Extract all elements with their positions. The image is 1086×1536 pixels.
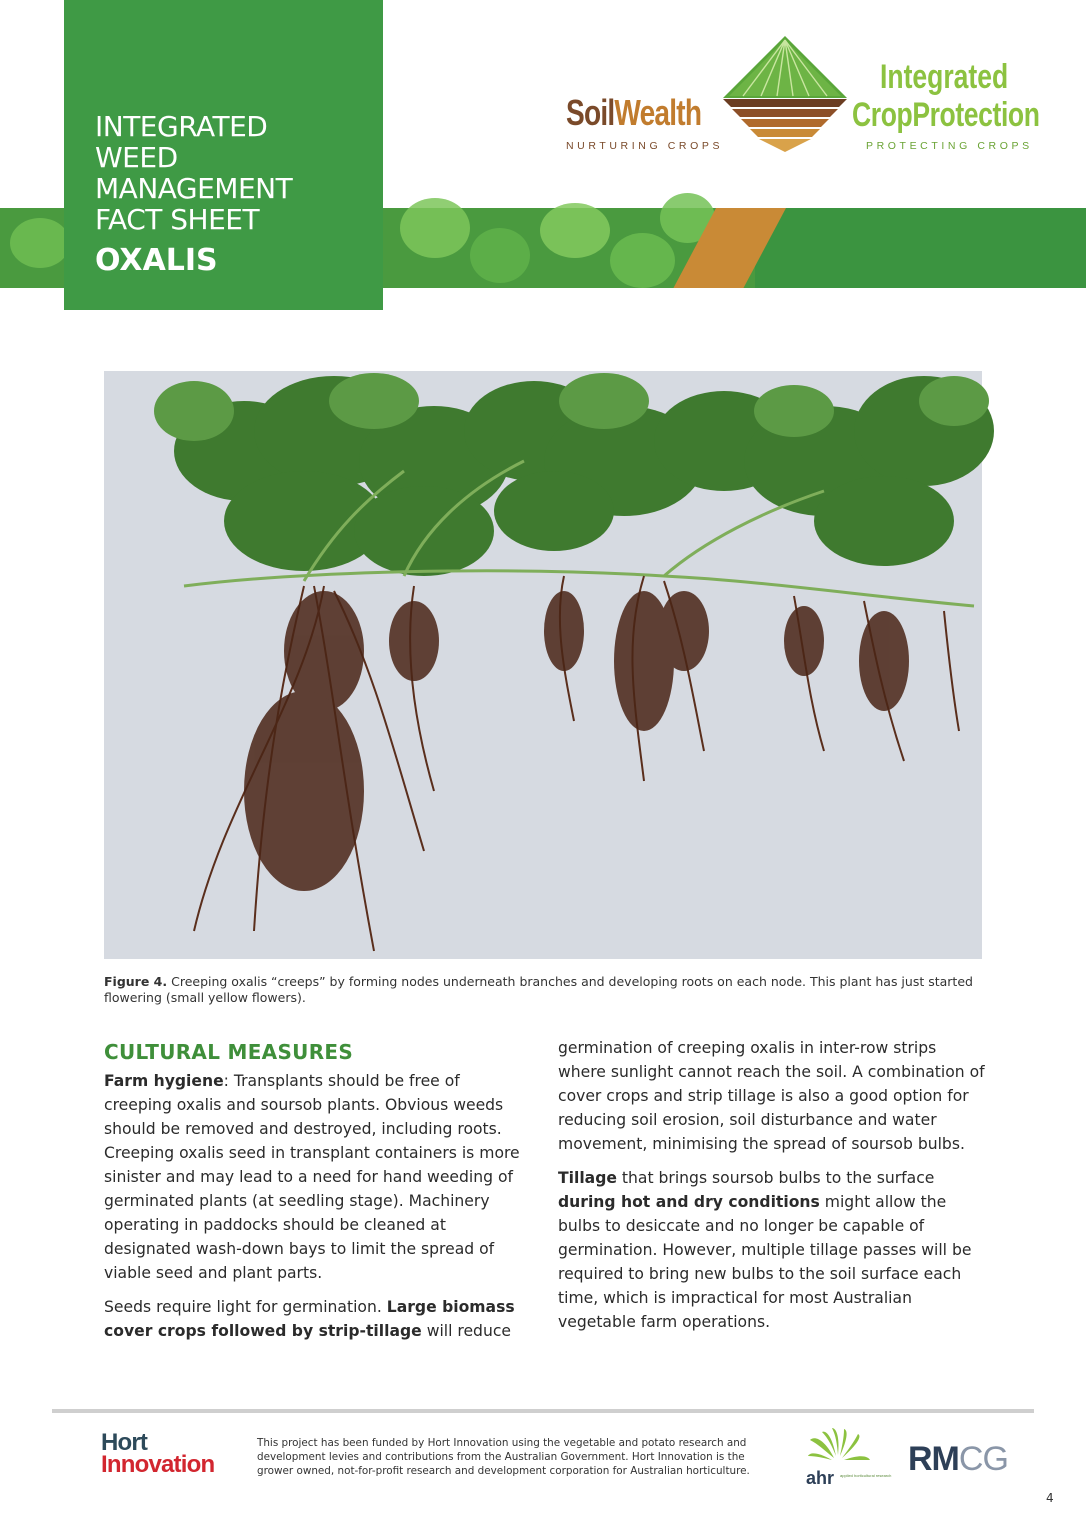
funding-statement: This project has been funded by Hort Innovation using the vegetable and potato research and development levies and contributions from the Australian Government. Hort Innovation is the grower owned, not-for-profit research and development corporation for Australian horticulture. <box>257 1437 750 1477</box>
icp-logo-line2 <box>852 96 1040 135</box>
oxalis-plant-illustration <box>104 371 982 959</box>
seeds-light-text-a: Seeds require light for germination. <box>104 1298 387 1316</box>
figure-label: Figure 4. <box>104 974 168 989</box>
page-number: 4 <box>1046 1491 1054 1505</box>
section-heading: CULTURAL MEASURES <box>104 1040 354 1064</box>
icp-tagline: PROTECTING CROPS <box>866 140 1033 152</box>
emblem-icon <box>723 36 847 152</box>
paragraph-tillage <box>558 1166 986 1334</box>
title-line-1: INTEGRATED <box>95 110 268 143</box>
tillage-lead: Tillage <box>558 1169 617 1187</box>
soil-wealth-logo <box>566 92 701 134</box>
rmcg-logo <box>908 1440 1008 1479</box>
rmcg-logo-cg: CG <box>958 1440 1008 1478</box>
title-line-3: MANAGEMENT <box>95 172 293 205</box>
title-line-2: WEED <box>95 141 178 174</box>
tillage-text-b: might allow the bulbs to desiccate and no longer be capable of germination. However, multiple tillage passes will be required to bring new bulbs to the soil surface each time, which is impractical for most Australian vegetable farm operations. <box>558 1193 972 1331</box>
page-subtitle: OXALIS <box>95 243 218 278</box>
footer-divider <box>52 1409 1034 1413</box>
title-line-4: FACT SHEET <box>95 203 260 236</box>
seeds-light-text-b: will reduce <box>421 1322 512 1340</box>
ahr-logo-icon <box>804 1428 892 1490</box>
farm-hygiene-lead: Farm hygiene <box>104 1072 224 1090</box>
title-box <box>64 0 383 310</box>
figure-caption-text: Creeping oxalis “creeps” by forming nodes underneath branches and developing roots on each node. This plant has just started flowering (small yellow flowers). <box>104 974 973 1005</box>
hort-innovation-logo <box>101 1429 215 1478</box>
body-column-left <box>104 1040 532 1353</box>
tillage-text-a: that brings soursob bulbs to the surface <box>616 1169 935 1187</box>
icp-logo-line1: Integrated <box>880 58 1009 96</box>
figure-caption <box>104 974 984 1006</box>
paragraph-seeds-light <box>104 1295 532 1343</box>
header-green-strip <box>755 208 1086 288</box>
icp-word-protection: Protection <box>912 96 1040 134</box>
paragraph-farm-hygiene <box>104 1069 532 1285</box>
soil-wealth-tagline: NURTURING CROPS <box>566 140 724 152</box>
farm-hygiene-text: : Transplants should be free of creeping oxalis and soursob plants. Obvious weeds should be removed and destroyed, including roots. Creeping oxalis seed in transplant containers is more sinister and may lead to a need for hand weeding of germinated plants (at seedling stage). Machinery operating in paddocks should be cleaned at designated wash-down bays to limit the spread of viable seed and plant parts. <box>104 1072 520 1282</box>
icp-word-crop: Crop <box>852 96 913 134</box>
tillage-bold: during hot and dry conditions <box>558 1193 820 1211</box>
ahr-logo-small-text: applied horticultural research <box>840 1473 892 1478</box>
oxalis-photo <box>104 371 982 959</box>
logo-word-wealth: Wealth <box>614 92 702 133</box>
ahr-logo-text: ahr <box>806 1468 835 1488</box>
hort-logo-line1: Hort <box>101 1429 148 1456</box>
seeds-light-bold: Large biomass cover crops followed by strip-tillage <box>104 1298 515 1340</box>
hort-logo-line2: Innovation <box>101 1451 215 1478</box>
paragraph-germination: germination of creeping oxalis in inter-row strips where sunlight cannot reach the soil. A combination of cover crops and strip tillage is also a good option for reducing soil erosion, soil disturbance and water movement, minimising the spread of soursob bulbs. <box>558 1039 985 1153</box>
logo-word-soil: Soil <box>566 92 615 133</box>
body-column-right <box>558 1036 986 1344</box>
rmcg-logo-rm: RM <box>908 1440 959 1478</box>
